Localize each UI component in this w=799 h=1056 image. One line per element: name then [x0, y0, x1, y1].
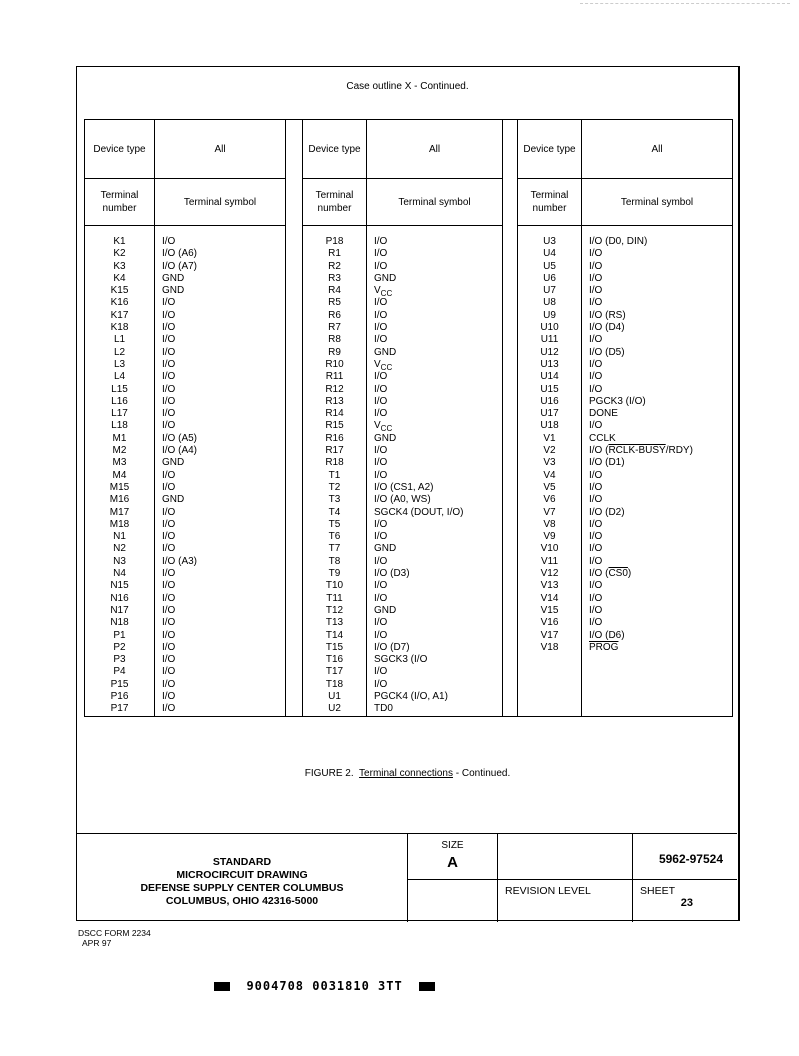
- terminal-number-list-3: [518, 226, 582, 717]
- terminal-symbol: I/O (A7): [162, 260, 198, 272]
- terminal-symbol: I/O: [374, 555, 388, 567]
- terminal-number: N15: [110, 580, 129, 592]
- terminal-symbol: I/O: [162, 371, 176, 383]
- terminal-symbol: I/O: [374, 592, 388, 604]
- terminal-symbol: I/O: [162, 580, 176, 592]
- form-id: [78, 928, 151, 948]
- terminal-number: U16: [540, 395, 559, 407]
- terminal-number: T16: [325, 654, 344, 666]
- terminal-symbol: I/O: [162, 604, 176, 616]
- terminal-symbol: GND: [374, 432, 397, 444]
- terminal-number: U18: [540, 420, 559, 432]
- all-header-2: All: [367, 120, 503, 179]
- terminal-number-list-2: [303, 226, 367, 717]
- revision-label: REVISION LEVEL: [505, 885, 591, 897]
- terminal-symbol: I/O: [589, 469, 603, 481]
- terminal-symbol: I/O: [589, 481, 603, 493]
- terminal-number: T3: [328, 494, 341, 506]
- terminal-number: R13: [325, 395, 344, 407]
- terminal-symbol: I/O: [374, 383, 388, 395]
- terminal-symbol: I/O (A3): [162, 555, 198, 567]
- terminal-number: U10: [540, 322, 559, 334]
- terminal-number: M18: [109, 518, 130, 530]
- terminal-number: T8: [328, 555, 341, 567]
- terminal-symbol: I/O: [162, 383, 176, 395]
- terminal-number: N16: [110, 592, 129, 604]
- terminal-symbol: I/O: [162, 592, 176, 604]
- terminal-number: U14: [540, 371, 559, 383]
- terminal-symbol: SGCK4 (DOUT, I/O): [374, 506, 464, 518]
- terminal-number: U13: [540, 358, 559, 370]
- terminal-number: T10: [325, 580, 344, 592]
- terminal-number: K1: [113, 236, 126, 247]
- terminal-number: M16: [109, 494, 130, 506]
- terminal-symbol-list-1: [155, 226, 286, 717]
- figure-suffix: - Continued.: [455, 768, 511, 779]
- terminal-symbol: I/O (RS): [589, 309, 626, 321]
- terminal-number: V18: [540, 641, 559, 653]
- terminal-number: R6: [328, 309, 341, 321]
- size-cell: [408, 834, 498, 880]
- terminal-symbol: I/O (D2): [589, 506, 625, 518]
- terminal-symbol: I/O: [589, 371, 603, 383]
- terminal-number: M4: [112, 469, 127, 481]
- terminal-symbol: I/O: [162, 641, 176, 653]
- terminal-symbol: I/O (A0, WS): [374, 494, 431, 506]
- terminal-number: T13: [325, 617, 344, 629]
- terminal-symbol: I/O: [374, 457, 388, 469]
- terminal-symbol: PGCK3 (I/O): [589, 395, 646, 407]
- terminal-symbol: I/O: [162, 236, 176, 247]
- terminal-symbol-header-2: Terminal symbol: [367, 179, 503, 226]
- terminal-number: L16: [111, 395, 128, 407]
- terminal-number: U6: [543, 272, 556, 284]
- terminal-symbol: I/O: [162, 518, 176, 530]
- terminal-number: U17: [540, 408, 559, 420]
- terminal-symbol: I/O: [589, 334, 603, 346]
- terminal-number: V3: [543, 457, 556, 469]
- org-line-address: COLUMBUS, OHIO 42316-5000: [165, 895, 319, 907]
- terminal-number: N1: [113, 531, 126, 543]
- terminal-number: N17: [110, 604, 129, 616]
- terminal-number: K4: [113, 272, 126, 284]
- terminal-symbol: I/O: [374, 236, 388, 247]
- terminal-number: U12: [540, 346, 559, 358]
- terminal-number: P3: [113, 654, 126, 666]
- blank-cell-lower: [408, 880, 498, 922]
- terminal-symbol: I/O: [589, 248, 603, 260]
- drawing-number: 5962-97524: [633, 834, 737, 880]
- terminal-number: L3: [113, 358, 126, 370]
- scan-barcode-line: [214, 979, 435, 993]
- form-date: APR 97: [82, 938, 112, 948]
- terminal-symbol: I/O: [589, 272, 603, 284]
- terminal-number-list-1: [85, 226, 155, 717]
- revision-level-cell: [498, 880, 633, 922]
- terminal-number: M2: [112, 445, 127, 457]
- terminal-number: R10: [325, 358, 344, 370]
- scan-edge-line: [580, 3, 790, 4]
- terminal-number: U11: [540, 334, 559, 346]
- terminal-symbol: I/O (A6): [162, 248, 198, 260]
- barcode-block-left: [214, 982, 230, 991]
- form-number: DSCC FORM 2234: [78, 928, 151, 938]
- terminal-number: R17: [325, 445, 344, 457]
- figure-title: Terminal connections: [359, 768, 453, 779]
- device-type-header-3: Device type: [518, 120, 582, 179]
- organization-block: [77, 834, 408, 922]
- terminal-number: T7: [328, 543, 341, 555]
- terminal-number: R7: [328, 322, 341, 334]
- terminal-symbol: I/O (CS0): [589, 568, 632, 580]
- terminal-number: V4: [543, 469, 556, 481]
- terminal-number: K15: [110, 285, 129, 297]
- terminal-number: P17: [110, 703, 129, 715]
- terminal-number: V12: [540, 568, 559, 580]
- terminal-symbol: I/O: [162, 666, 176, 678]
- terminal-number: T6: [328, 531, 341, 543]
- terminal-symbol: I/O (D5): [589, 346, 625, 358]
- org-line-drawing: MICROCIRCUIT DRAWING: [176, 869, 308, 881]
- terminal-number: T12: [325, 604, 344, 616]
- terminal-number: V1: [543, 432, 556, 444]
- terminal-symbol: $V_{CC}$: [374, 358, 393, 372]
- terminal-number: R18: [325, 457, 344, 469]
- column-gap-1: [286, 120, 303, 717]
- terminal-number: U15: [540, 383, 559, 395]
- terminal-symbol: I/O: [374, 309, 388, 321]
- terminal-symbol: I/O: [374, 580, 388, 592]
- terminal-number: N18: [110, 617, 129, 629]
- terminal-number: T11: [326, 592, 343, 604]
- terminal-number: R8: [328, 334, 341, 346]
- terminal-number: V17: [540, 629, 559, 641]
- size-label: SIZE: [441, 840, 464, 851]
- terminal-symbol: I/O: [374, 518, 388, 530]
- terminal-number: R11: [325, 371, 344, 383]
- terminal-number: V13: [540, 580, 559, 592]
- terminal-symbol: I/O: [162, 358, 176, 370]
- terminal-symbol: I/O: [374, 678, 388, 690]
- terminal-symbol: I/O: [374, 395, 388, 407]
- terminal-number: R5: [328, 297, 341, 309]
- terminal-number: M3: [112, 457, 127, 469]
- terminal-number: V8: [543, 518, 556, 530]
- terminal-symbol: I/O: [589, 297, 603, 309]
- terminal-number: P2: [113, 641, 126, 653]
- terminal-number: V11: [540, 555, 559, 567]
- terminal-symbol: I/O: [162, 420, 176, 432]
- column-gap-2: [503, 120, 518, 717]
- terminal-symbol: GND: [162, 494, 185, 506]
- terminal-number: P18: [325, 236, 344, 247]
- terminal-symbol-header-1: Terminal symbol: [155, 179, 286, 226]
- terminal-symbol: I/O (D7): [374, 641, 410, 653]
- terminal-connections-table: [84, 119, 733, 717]
- terminal-symbol: DONE: [589, 408, 618, 420]
- terminal-number: K2: [113, 248, 126, 260]
- terminal-number: M15: [109, 481, 130, 493]
- barcode-block-right: [419, 982, 435, 991]
- terminal-number: U1: [328, 690, 341, 702]
- terminal-symbol: I/O: [589, 494, 603, 506]
- terminal-symbol: I/O: [374, 531, 388, 543]
- terminal-symbol: PROG: [589, 641, 619, 653]
- terminal-symbol: SGCK3 (I/O: [374, 654, 428, 666]
- org-line-standard: STANDARD: [212, 856, 272, 868]
- terminal-symbol: I/O: [374, 260, 388, 272]
- all-header-3: All: [582, 120, 733, 179]
- terminal-number: V7: [543, 506, 556, 518]
- case-outline-caption: Case outline X - Continued.: [346, 81, 469, 92]
- terminal-symbol: I/O (D4): [589, 322, 625, 334]
- size-value: A: [447, 854, 458, 871]
- terminal-symbol: I/O (A5): [162, 432, 198, 444]
- terminal-symbol: GND: [374, 346, 397, 358]
- device-type-header-2: Device type: [303, 120, 367, 179]
- terminal-symbol: GND: [374, 604, 397, 616]
- terminal-symbol: I/O: [162, 654, 176, 666]
- figure-label: FIGURE 2.: [304, 768, 354, 779]
- terminal-number: K18: [110, 322, 129, 334]
- barcode-text: 9004708 0031810 3TT: [246, 979, 403, 993]
- terminal-number: N3: [113, 555, 126, 567]
- terminal-symbol: I/O: [162, 469, 176, 481]
- blank-cell: [498, 834, 633, 880]
- terminal-symbol: I/O: [162, 408, 176, 420]
- terminal-symbol: I/O: [162, 346, 176, 358]
- terminal-number: V2: [543, 445, 556, 457]
- sheet-number: 23: [680, 897, 693, 909]
- terminal-number: U8: [543, 297, 556, 309]
- org-line-center: DEFENSE SUPPLY CENTER COLUMBUS: [140, 882, 344, 894]
- terminal-symbol: I/O (D0, DIN): [589, 236, 648, 247]
- terminal-symbol: I/O (RCLK-BUSY/RDY): [589, 445, 693, 457]
- terminal-symbol: I/O: [162, 690, 176, 702]
- terminal-symbol: I/O: [374, 408, 388, 420]
- terminal-number: R15: [325, 420, 344, 432]
- terminal-symbol: GND: [374, 272, 397, 284]
- terminal-symbol-header-3: Terminal symbol: [582, 179, 733, 226]
- device-type-header-1: Device type: [85, 120, 155, 179]
- terminal-number: U7: [543, 285, 556, 297]
- terminal-symbol: I/O: [162, 703, 176, 715]
- terminal-symbol: I/O (CS1, A2): [374, 481, 434, 493]
- terminal-number: V15: [540, 604, 559, 616]
- drawing-frame: [76, 66, 740, 921]
- terminal-symbol: I/O: [162, 322, 176, 334]
- terminal-number-header-3: Terminal number: [518, 179, 582, 226]
- terminal-number: R2: [328, 260, 341, 272]
- terminal-symbol: GND: [162, 272, 185, 284]
- terminal-number: T18: [325, 678, 344, 690]
- terminal-number: R4: [328, 285, 341, 297]
- terminal-symbol: I/O: [374, 469, 388, 481]
- terminal-number: L4: [113, 371, 126, 383]
- terminal-symbol: I/O: [374, 322, 388, 334]
- terminal-number: U9: [543, 309, 556, 321]
- terminal-number: T14: [325, 629, 344, 641]
- terminal-number: U3: [543, 236, 556, 247]
- terminal-symbol-list-2: [367, 226, 503, 717]
- terminal-symbol: I/O: [162, 506, 176, 518]
- terminal-symbol: I/O: [589, 543, 603, 555]
- terminal-number: M17: [109, 506, 130, 518]
- terminal-symbol: I/O: [589, 555, 603, 567]
- terminal-number: L1: [113, 334, 126, 346]
- terminal-symbol: I/O: [374, 371, 388, 383]
- terminal-number: L15: [111, 383, 128, 395]
- terminal-symbol: I/O: [162, 568, 176, 580]
- terminal-number: V9: [543, 531, 556, 543]
- terminal-symbol: I/O: [162, 481, 176, 493]
- terminal-number: M1: [112, 432, 127, 444]
- terminal-symbol: I/O: [374, 617, 388, 629]
- terminal-symbol: I/O: [162, 678, 176, 690]
- terminal-number: T17: [325, 666, 344, 678]
- terminal-number: V10: [540, 543, 559, 555]
- terminal-number: R9: [328, 346, 341, 358]
- terminal-number: P1: [113, 629, 126, 641]
- terminal-symbol: GND: [162, 457, 185, 469]
- terminal-symbol: I/O: [162, 617, 176, 629]
- terminal-number: L17: [111, 408, 128, 420]
- terminal-number: R14: [325, 408, 344, 420]
- all-header-1: All: [155, 120, 286, 179]
- terminal-number: L18: [111, 420, 128, 432]
- terminal-symbol: I/O: [589, 531, 603, 543]
- terminal-number: N2: [113, 543, 126, 555]
- figure-caption: [77, 768, 738, 779]
- terminal-symbol: PGCK4 (I/O, A1): [374, 690, 448, 702]
- terminal-symbol: I/O: [162, 543, 176, 555]
- terminal-symbol-list-3: [582, 226, 733, 717]
- terminal-number-header-2: Terminal number: [303, 179, 367, 226]
- terminal-number: T2: [328, 481, 341, 493]
- terminal-number: U4: [543, 248, 556, 260]
- terminal-symbol: $V_{CC}$: [374, 420, 393, 434]
- terminal-symbol: I/O (D1): [589, 457, 625, 469]
- terminal-number: L2: [113, 346, 126, 358]
- terminal-symbol: I/O: [589, 592, 603, 604]
- terminal-number: T1: [328, 469, 341, 481]
- terminal-symbol: I/O: [374, 334, 388, 346]
- terminal-symbol: I/O: [589, 617, 603, 629]
- terminal-symbol: I/O (D6): [589, 629, 625, 641]
- terminal-symbol: I/O: [374, 445, 388, 457]
- terminal-symbol: I/O: [589, 383, 603, 395]
- terminal-number: T5: [328, 518, 341, 530]
- terminal-symbol: I/O: [589, 420, 603, 432]
- terminal-number: K17: [110, 309, 129, 321]
- terminal-number: V16: [540, 617, 559, 629]
- sheet-label: SHEET: [640, 885, 676, 897]
- terminal-symbol: I/O: [589, 604, 603, 616]
- terminal-symbol: I/O: [374, 629, 388, 641]
- terminal-symbol: I/O: [589, 260, 603, 272]
- terminal-symbol: I/O: [589, 358, 603, 370]
- terminal-symbol: I/O: [374, 297, 388, 309]
- terminal-number: V6: [543, 494, 556, 506]
- sheet-cell: [633, 880, 737, 922]
- terminal-symbol: CCLK: [589, 432, 616, 444]
- terminal-number-header-1: Terminal number: [85, 179, 155, 226]
- terminal-number: R12: [325, 383, 344, 395]
- terminal-number: N4: [113, 568, 126, 580]
- terminal-number: P4: [113, 666, 126, 678]
- terminal-symbol: TD0: [374, 703, 393, 715]
- terminal-number: U5: [543, 260, 556, 272]
- terminal-number: U2: [328, 703, 341, 715]
- terminal-symbol: GND: [162, 285, 185, 297]
- terminal-number: T4: [328, 506, 341, 518]
- terminal-number: P15: [110, 678, 129, 690]
- terminal-symbol: I/O (D3): [374, 568, 410, 580]
- terminal-number: V5: [543, 481, 556, 493]
- terminal-symbol: I/O: [589, 285, 603, 297]
- terminal-number: T15: [325, 641, 344, 653]
- terminal-symbol: I/O: [162, 395, 176, 407]
- terminal-symbol: I/O (A4): [162, 445, 198, 457]
- title-block: [77, 833, 737, 922]
- terminal-symbol: I/O: [374, 248, 388, 260]
- terminal-symbol: GND: [374, 543, 397, 555]
- terminal-symbol: I/O: [162, 629, 176, 641]
- terminal-number: T9: [328, 568, 341, 580]
- terminal-number: K3: [113, 260, 126, 272]
- terminal-number: V14: [540, 592, 559, 604]
- terminal-number: P16: [110, 690, 129, 702]
- terminal-number: R16: [325, 432, 344, 444]
- terminal-symbol: I/O: [162, 297, 176, 309]
- terminal-symbol: I/O: [589, 580, 603, 592]
- terminal-symbol: I/O: [162, 334, 176, 346]
- terminal-symbol: I/O: [374, 666, 388, 678]
- terminal-number: K16: [110, 297, 129, 309]
- terminal-symbol: I/O: [162, 309, 176, 321]
- terminal-number: R1: [328, 248, 341, 260]
- terminal-symbol: $V_{CC}$: [374, 285, 393, 299]
- terminal-symbol: I/O: [589, 518, 603, 530]
- terminal-number: R3: [328, 272, 341, 284]
- terminal-symbol: I/O: [162, 531, 176, 543]
